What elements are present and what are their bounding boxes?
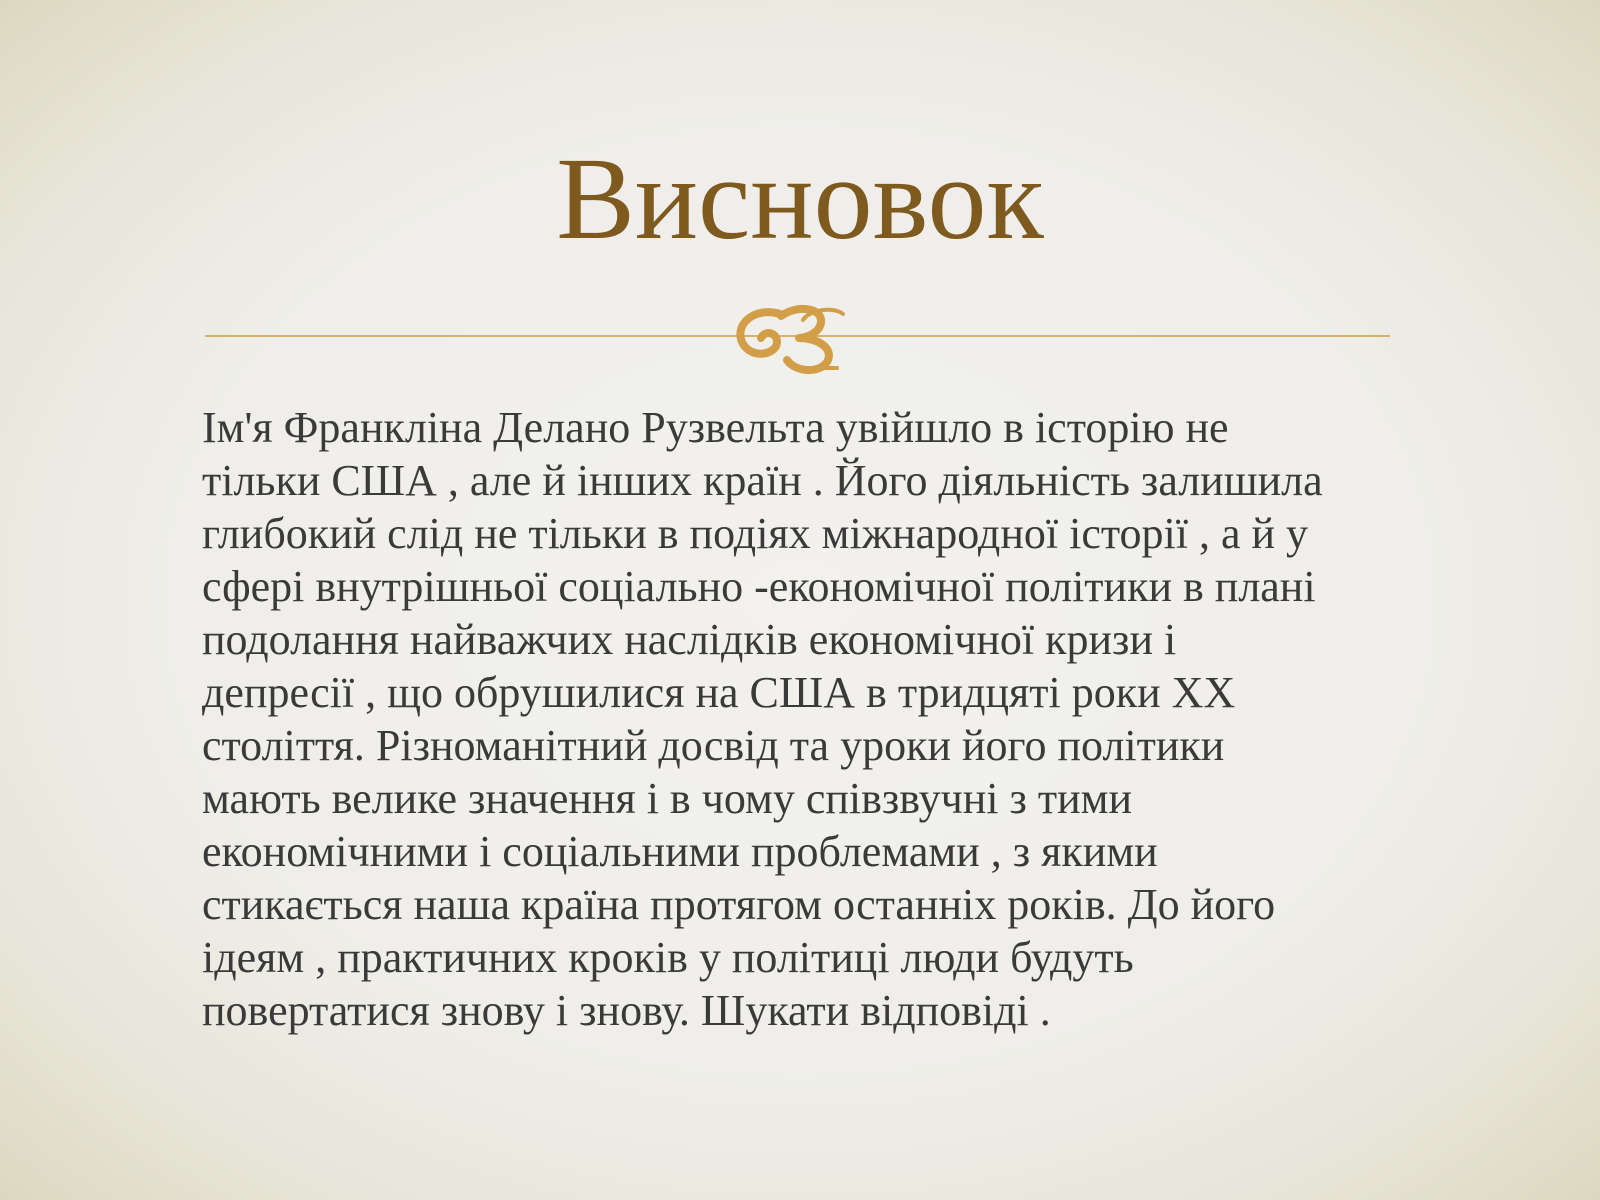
body-line: сфері внутрішньої соціально -економічної політики в плані	[202, 562, 1316, 611]
body-line: мають велике значення і в чому співзвучні з тими	[202, 774, 1133, 823]
body-line: депресії , що обрушилися на США в тридцяті роки XX	[202, 668, 1236, 717]
body-line: стикається наша країна протягом останніх років. До його	[202, 880, 1276, 929]
ornamental-flourish-icon	[740, 309, 843, 370]
body-line: Ім'я Франкліна Делано Рузвельта увійшло в історію не	[202, 403, 1229, 452]
body-line: подолання найважчих наслідків економічної кризи і	[202, 615, 1177, 664]
body-line: глибокий слід не тільки в подіях міжнародної історії , а й у	[202, 509, 1309, 558]
body-line: повертатися знову і знову. Шукати відповіді .	[202, 986, 1051, 1035]
body-line: століття. Різноманітний досвід та уроки його політики	[202, 721, 1225, 770]
body-line: економічними і соціальними проблемами , з якими	[202, 827, 1158, 876]
title-divider	[205, 296, 1390, 376]
body-line: ідеям , практичних кроків у політиці люди будуть	[202, 933, 1134, 982]
slide-title: Висновок	[556, 133, 1044, 264]
body-paragraph	[202, 401, 1472, 1037]
body-line: тільки США , але й інших країн . Його діяльність залишила	[202, 456, 1323, 505]
